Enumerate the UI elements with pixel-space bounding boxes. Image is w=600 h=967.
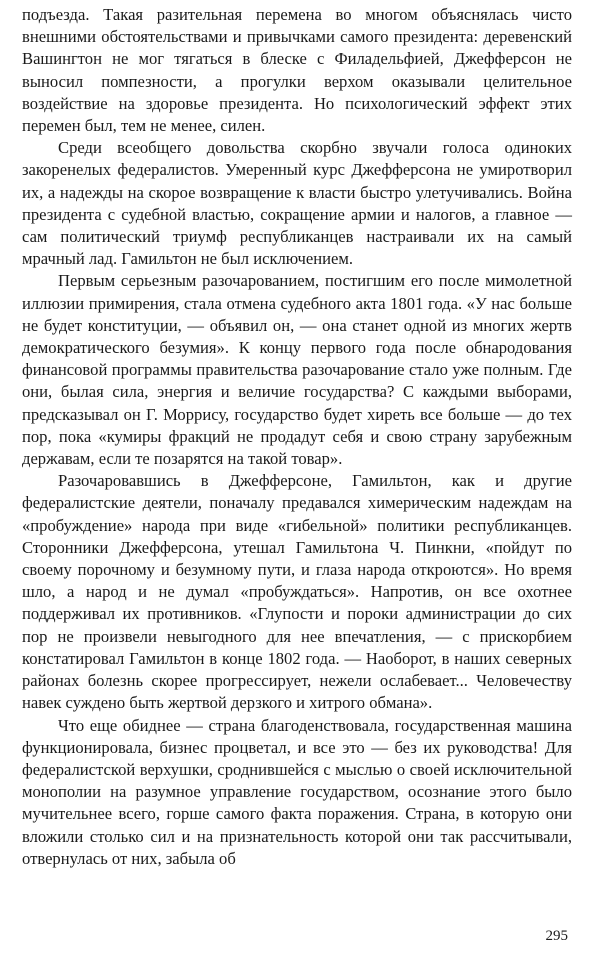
paragraph-4: Разочаровавшись в Джефферсоне, Гамильтон, как и другие федералистские деятели, поначалу предавался химерическим надеждам на «пробуждение» народа при виде «гибельной» политики республиканцев. Сторонники Джефферсона, утешал Гамильтона Ч. Пинкни, «пойдут по своему порочному и безумному пути, и глаза народа откроются». Но время шло, а народ и не думал «пробуждаться». Напротив, он все охотнее поддерживал их противников. «Глупости и пороки администрации до сих пор не произвели невыгодного для нее впечатления, — с прискорбием констатировал Гамильтон в конце 1802 года. — Наоборот, в наших северных районах болезнь скорее прогрессирует, нежели ослабевает... Человечеству навек суждено быть жертвой дерзкого и хитрого обмана». xyxy=(22,471,572,713)
page-body xyxy=(22,4,572,870)
paragraph-5: Что еще обиднее — страна благоденствовала, государственная машина функционировала, бизнес процветал, и все это — без их руководства! Для федералистской верхушки, сроднившейся с мыслью о своей исключительной монополии на разумное управление государством, осознание этого было мучительнее всего, горше самого факта поражения. Страна, в которую они вложили столько сил и на признательность которой они так рассчитывали, отвернулась от них, забыла об xyxy=(22,715,572,868)
page-number: 295 xyxy=(545,928,568,944)
paragraph-2: Среди всеобщего довольства скорбно звучали голоса одиноких закоренелых федералистов. Умеренный курс Джефферсона не умиротворил их, а надежды на скорое возвращение к власти быстро улетучивались. Война президента с судебной властью, сокращение армии и налогов, а главное — сам политический триумф республиканцев настраивали их на самый мрачный лад. Гамильтон не был исключением. xyxy=(22,138,572,269)
paragraph-3: Первым серьезным разочарованием, постигшим его после мимолетной иллюзии примирения, стала отмена судебного акта 1801 года. «У нас больше не будет конституции, — объявил он, — она станет одной из многих жертв демократического безумия». К концу первого года после обнародования финансовой программы правительства разочарование стало уже полным. Где они, былая сила, энергия и величие государства? С каждыми выборами, предсказывал он Г. Моррису, государство будет хиреть все больше — до тех пор, пока «кумиры фракций не продадут себя и свою страну зарубежным державам, если те позарятся на такой товар». xyxy=(22,271,572,469)
paragraph-1: подъезда. Такая разительная перемена во многом объяснялась чисто внешними обстоятельствами и привычками самого президента: деревенский Вашингтон не мог тягаться в блеске с Филадельфией, Джефферсон не выносил помпезности, а прогулки верхом оказывали целительное воздействие на здоровье президента. Но психологический эффект этих перемен был, тем не менее, силен. xyxy=(22,5,572,136)
